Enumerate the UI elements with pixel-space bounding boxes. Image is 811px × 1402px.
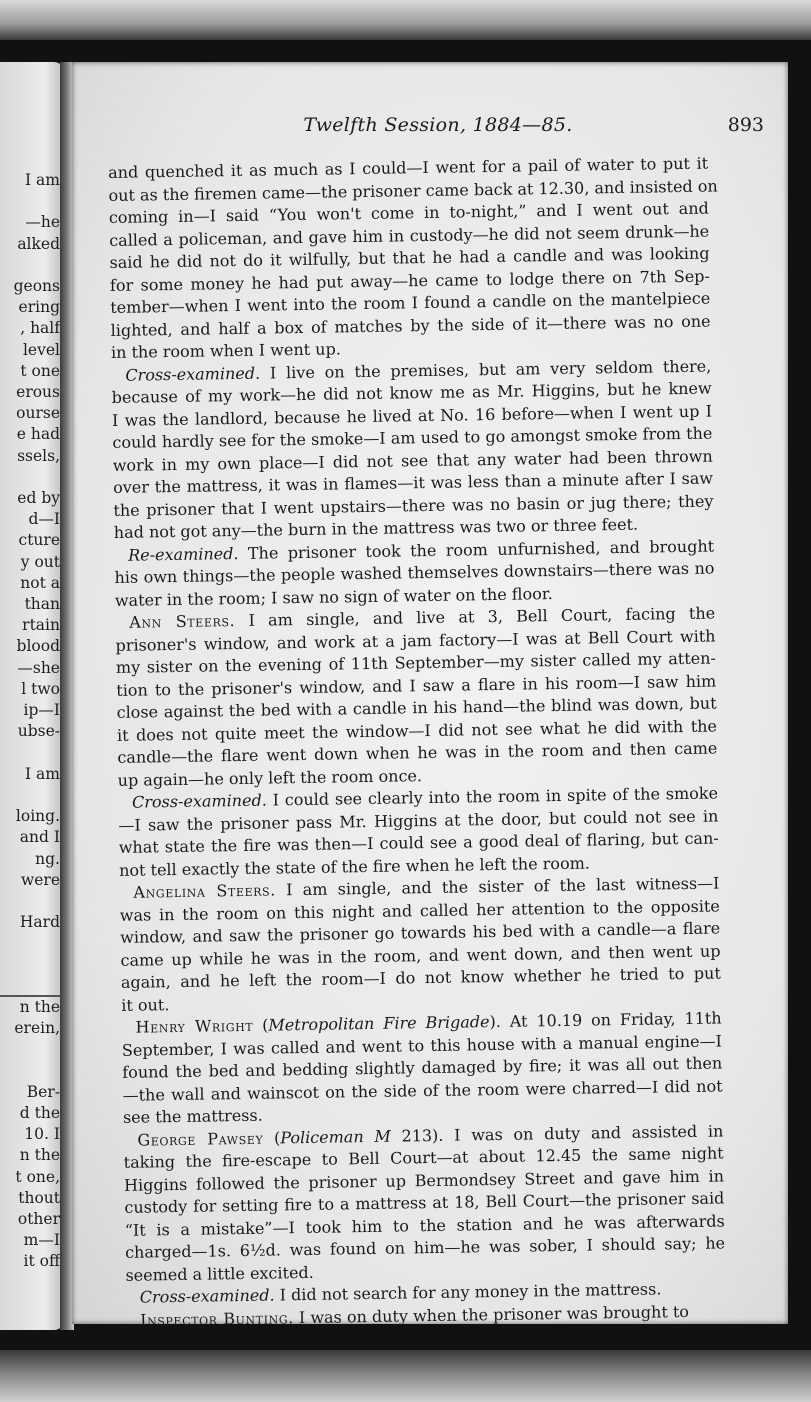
previous-page-fragment	[0, 742, 60, 763]
paragraph	[121, 1007, 723, 1129]
line-text: I was on duty when the prisoner was brought to	[293, 1301, 690, 1327]
line-text: up again—he only left the room once.	[117, 765, 423, 790]
line-text: over the mattress, it was in flames—it was less than a minute after I saw	[112, 468, 714, 497]
paragraph	[118, 782, 719, 881]
line-text: not tell exactly the state of the fire when he left the room.	[118, 853, 591, 880]
line-text: came up while he was in the room, and went down, and then went up	[120, 940, 721, 970]
line-text: window, and saw the prisoner go towards his bed with a candle—a flare	[120, 918, 721, 947]
line-text: because of my work—he did not know me as Mr. Higgins, but he knew	[111, 378, 712, 407]
previous-page-fragment: ourse	[16, 404, 60, 423]
line-text: . I was on duty and assisted in	[438, 1120, 724, 1145]
line-text: could hardly see for the smoke—I am used to go amongst smoke from the	[112, 423, 713, 452]
previous-page-fragment	[0, 1039, 60, 1060]
text-line: Henry Wright (Metropolitan Fire Brigade). At 10.19 on Friday, 11th	[135, 1008, 722, 1037]
film-strip-top	[0, 0, 811, 40]
line-text: had not got any—the burn in the mattress was two or three feet.	[113, 514, 639, 542]
examination-label: Cross-examined.	[131, 790, 267, 812]
line-text: the prisoner that I went upstairs—there was no basin or jug there; they	[113, 491, 714, 520]
film-strip-bottom	[0, 1350, 811, 1402]
previous-page-fragment: n the	[19, 1146, 60, 1165]
previous-page-fragment: erous	[16, 383, 60, 402]
line-text: in the room when I went up.	[110, 339, 341, 362]
line-text: I was the landlord, because he lived at No. 16 before—when I went up I	[111, 401, 713, 430]
page-header	[112, 114, 764, 142]
line-text: lighted, and half a box of matches by the side of it—there was no one	[110, 311, 711, 340]
line-text: candle—the flare went down when he was in the room and then came	[117, 738, 718, 767]
previous-page-fragment: d—I	[28, 510, 60, 529]
line-text: “It is a mistake”—I took him to the station and he was afterwards	[124, 1210, 725, 1240]
line-text: custody for setting fire to a mattress at 18, Bell Court—the prisoner said	[124, 1188, 725, 1217]
previous-page-fragment: thout	[18, 1188, 60, 1207]
line-text: I am single, and live at 3, Bell Court, facing the	[235, 603, 716, 631]
examination-label: Cross-examined.	[125, 363, 261, 385]
paragraph	[111, 355, 714, 544]
line-text: what state the fire was then—I could see a good deal of flaring, but can-	[118, 828, 719, 857]
previous-page-fragment: it off	[23, 1252, 60, 1271]
line-text: see the mattress.	[122, 1105, 263, 1127]
witness-name: Ann Steers.	[129, 611, 236, 632]
witness-name: George Pawsey	[137, 1128, 264, 1150]
line-text: tion to the prisoner's window, and I saw a flare in his room—I saw him	[116, 671, 717, 700]
line-text: it does not quite meet the window—I did not see what he did with the	[116, 716, 718, 745]
previous-page-fragment: ubse-	[17, 722, 60, 741]
paragraph	[108, 153, 718, 365]
previous-page-fragment: n the	[19, 997, 60, 1016]
previous-page-fragment: ed by	[17, 489, 60, 508]
line-text: I could see clearly into the room in spite of the smoke	[266, 783, 719, 810]
previous-page-fragment	[0, 933, 60, 954]
previous-page-fragment	[0, 467, 60, 488]
previous-page-fragment: y out	[20, 552, 60, 571]
paragraph	[115, 603, 718, 792]
paragraph	[119, 872, 721, 1016]
previous-page-fragment: I am	[25, 764, 60, 783]
line-text: close against the bed with a candle in his hand—the blind was down, but	[116, 693, 717, 722]
line-text: . At 10.19 on Friday, 11th	[495, 1008, 722, 1032]
line-text: prisoner's window, and work at a jam factory—I was at Bell Court with	[115, 626, 716, 655]
previous-page-fragment	[0, 191, 60, 212]
book-page	[72, 62, 788, 1330]
page-number: 893	[727, 114, 764, 136]
line-text: work in my own place—I did not see that any water had been thrown	[112, 446, 713, 475]
previous-page-fragment: m—I	[23, 1231, 60, 1250]
previous-page-fragment: were	[20, 870, 60, 889]
previous-page-fragment: erein,	[14, 1019, 60, 1038]
line-text: said he did not do it wilfully, but that he had a candle and was looking	[109, 243, 710, 272]
line-text: I did not search for any money in the mattress.	[274, 1279, 662, 1305]
line-text: water in the room; I saw no sign of water on the floor.	[114, 583, 553, 610]
line-text: found the bed and bedding slightly damaged by fire; it was all out then	[122, 1053, 723, 1082]
previous-page-fragment	[0, 891, 60, 912]
previous-page-fragment: d the	[19, 1103, 60, 1122]
line-text: out as the firemen came—the prisoner came back at 12.30, and insisted on	[108, 175, 718, 205]
line-text: coming in—I said “You won't come in to-night,” and I went out and	[108, 198, 709, 227]
previous-page-fragment: l two	[21, 679, 60, 698]
previous-page-fragment: level	[22, 340, 60, 359]
previous-page-fragment: —he	[25, 213, 60, 232]
previous-page-fragment: not a	[20, 573, 60, 592]
previous-page-fragment	[0, 255, 60, 276]
line-text: my sister on the evening of 11th September—my sister called my atten-	[115, 648, 717, 677]
line-text: I am single, and the sister of the last witness—I	[275, 873, 720, 900]
previous-page-fragment: ering	[18, 298, 60, 317]
previous-page-fragment: geons	[13, 277, 60, 296]
previous-page-fragment	[0, 785, 60, 806]
page-body-text	[108, 153, 726, 1332]
previous-page-fragment: t one,	[15, 1167, 60, 1186]
running-title: Twelfth Session, 1884—85.	[303, 114, 573, 136]
paragraph	[114, 535, 715, 612]
previous-page-fragment	[0, 1061, 60, 1082]
line-text: was in the room on this night and called her attention to the opposite	[119, 895, 720, 925]
previous-page-fragment: loing.	[15, 807, 60, 826]
previous-page-fragment: Ber-	[26, 1082, 60, 1101]
examination-label: Re-examined.	[128, 543, 239, 565]
previous-page-fragment: rtain	[22, 616, 60, 635]
previous-page-fragment	[0, 955, 60, 976]
previous-page-fragment: ng.	[35, 849, 60, 868]
witness-name: Angelina Steers.	[133, 880, 276, 902]
witness-role: Policeman M	[280, 1126, 391, 1147]
previous-page-text	[0, 170, 60, 1273]
previous-page-fragment: I am	[25, 171, 60, 189]
previous-page-edge	[0, 62, 64, 1330]
line-text: seemed a little excited.	[125, 1262, 314, 1285]
line-text: for some money he had put away—he came to lodge there on 7th Sep-	[109, 266, 711, 295]
witness-role-number: 213	[390, 1125, 433, 1146]
previous-page-fragment: other	[17, 1209, 60, 1228]
previous-page-fragment: 10. I	[24, 1125, 60, 1144]
line-text: tember—when I went into the room I found a candle on the mantelpiece	[110, 288, 711, 317]
examination-label: Cross-examined.	[139, 1285, 275, 1307]
witness-name: Inspector Bunting.	[140, 1307, 295, 1330]
line-text: The prisoner took the room unfurnished, and brought	[238, 536, 715, 563]
line-text: September, I was called and went to this house with a manual engine—I	[121, 1030, 723, 1060]
previous-page-fragment: , half	[20, 319, 60, 338]
previous-page-fragment: ip—I	[23, 701, 60, 720]
previous-page-fragment: —she	[17, 658, 60, 677]
previous-page-fragment: and I	[19, 828, 60, 847]
previous-page-fragment: t one	[20, 361, 60, 380]
line-text: again, and he left the room—I do not know whether he tried to put	[120, 963, 721, 992]
line-text: Higgins followed the prisoner up Bermondsey Street and gave him in	[123, 1165, 725, 1195]
line-text: —I saw the prisoner pass Mr. Higgins at the door, but could not see in	[118, 805, 719, 835]
line-text: taking the fire-escape to Bell Court—at about 12.45 the same night	[123, 1143, 724, 1172]
previous-page-fragment: ssels,	[17, 446, 60, 465]
previous-page-fragment: e had	[16, 425, 60, 444]
line-text: charged—1s. 6½d. was found on him—he was sober, I should say; he	[124, 1233, 726, 1262]
previous-page-fragment: than	[24, 595, 60, 614]
line-text: I live on the premises, but am very seldom there,	[259, 356, 712, 383]
witness-role: Metropolitan Fire Brigade	[268, 1012, 490, 1035]
line-text: —the wall and wainscot on the side of the room were charred—I did not	[122, 1075, 723, 1105]
previous-page-rule	[0, 995, 64, 997]
previous-page-fragment: Hard	[19, 913, 60, 932]
line-text: it out.	[121, 994, 170, 1015]
previous-page-fragment: alked	[17, 234, 60, 253]
line-text: his own things—the people washed themselves downstairs—there was no	[114, 558, 715, 587]
previous-page-fragment: cture	[18, 531, 60, 550]
line-text: and quenched it as much as I could—I went for a pail of water to put it	[108, 153, 709, 182]
paragraph	[123, 1120, 725, 1287]
line-text: called a policeman, and gave him in custody—he did not seem drunk—he	[109, 221, 710, 250]
previous-page-fragment	[0, 976, 60, 997]
witness-name: Henry Wright	[135, 1015, 254, 1037]
text-line: George Pawsey (Policeman M 213). I was on duty and assisted in	[137, 1120, 724, 1150]
previous-page-fragment: blood	[16, 637, 60, 656]
